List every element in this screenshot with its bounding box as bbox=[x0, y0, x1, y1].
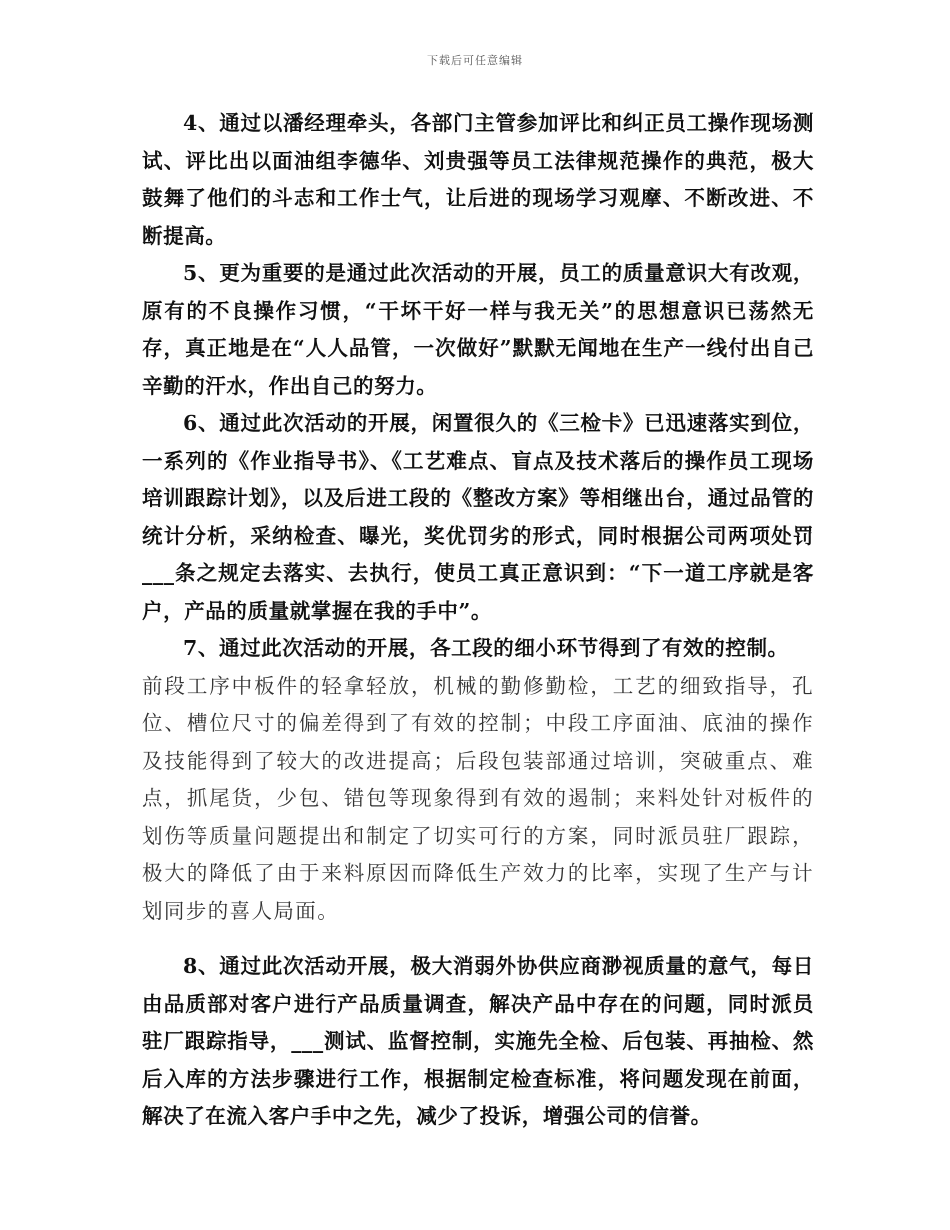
paragraph-6: 6、通过此次活动的开展，闲置很久的《三检卡》已迅速落实到位，一系列的《作业指导书》、《工艺难点、盲点及技术落后的操作员工现场培训跟踪计划》，以及后进工段的《整改方案》等相继出台，通过品管的统计分析，采纳检查、曝光，奖优罚劣的形式，同时根据公司两项处罚___条之规定去落实、去执行，使员工真正意识到：“下一道工序就是客户，产品的质量就掌握在我的手中”。 bbox=[142, 411, 814, 623]
paragraph-7-detail: 前段工序中板件的轻拿轻放，机械的勤修勤检，工艺的细致指导，孔位、槽位尺寸的偏差得到了有效的控制；中段工序面油、底油的操作及技能得到了较大的改进提高；后段包装部通过培训，突破重点、难点，抓尾货，少包、错包等现象得到有效的遏制；来料处针对板件的划伤等质量问题提出和制定了切实可行的方案，同时派员驻厂跟踪，极大的降低了由于来料原因而降低生产效力的比率，实现了生产与计划同步的喜人局面。 bbox=[142, 673, 814, 923]
document-body bbox=[142, 105, 814, 1136]
paragraph-8: 8、通过此次活动开展，极大消弱外协供应商渺视质量的意气，每日由品质部对客户进行产品质量调查，解决产品中存在的问题，同时派员驻厂跟踪指导，___测试、监督控制，实施先全检、后包装、再抽检、然后入库的方法步骤进行工作，根据制定检查标准，将问题发现在前面，解决了在流入客户手中之先，减少了投诉，增强公司的信誉。 bbox=[142, 954, 814, 1128]
paragraph-7: 7、通过此次活动的开展，各工段的细小环节得到了有效的控制。 bbox=[183, 636, 789, 660]
page-header: 下载后可任意编辑 bbox=[427, 54, 523, 67]
paragraph-4: 4、通过以潘经理牵头，各部门主管参加评比和纠正员工操作现场测试、评比出以面油组李德华、刘贵强等员工法律规范操作的典范，极大鼓舞了他们的斗志和工作士气，让后进的现场学习观摩、不断改进、不断提高。 bbox=[142, 111, 814, 248]
paragraph-5: 5、更为重要的是通过此次活动的开展，员工的质量意识大有改观，原有的不良操作习惯，“干坏干好一样与我无关”的思想意识已荡然无存，真正地是在“人人品管，一次做好”默默无闻地在生产一线付出自己辛勤的汗水，作出自己的努力。 bbox=[142, 261, 814, 398]
